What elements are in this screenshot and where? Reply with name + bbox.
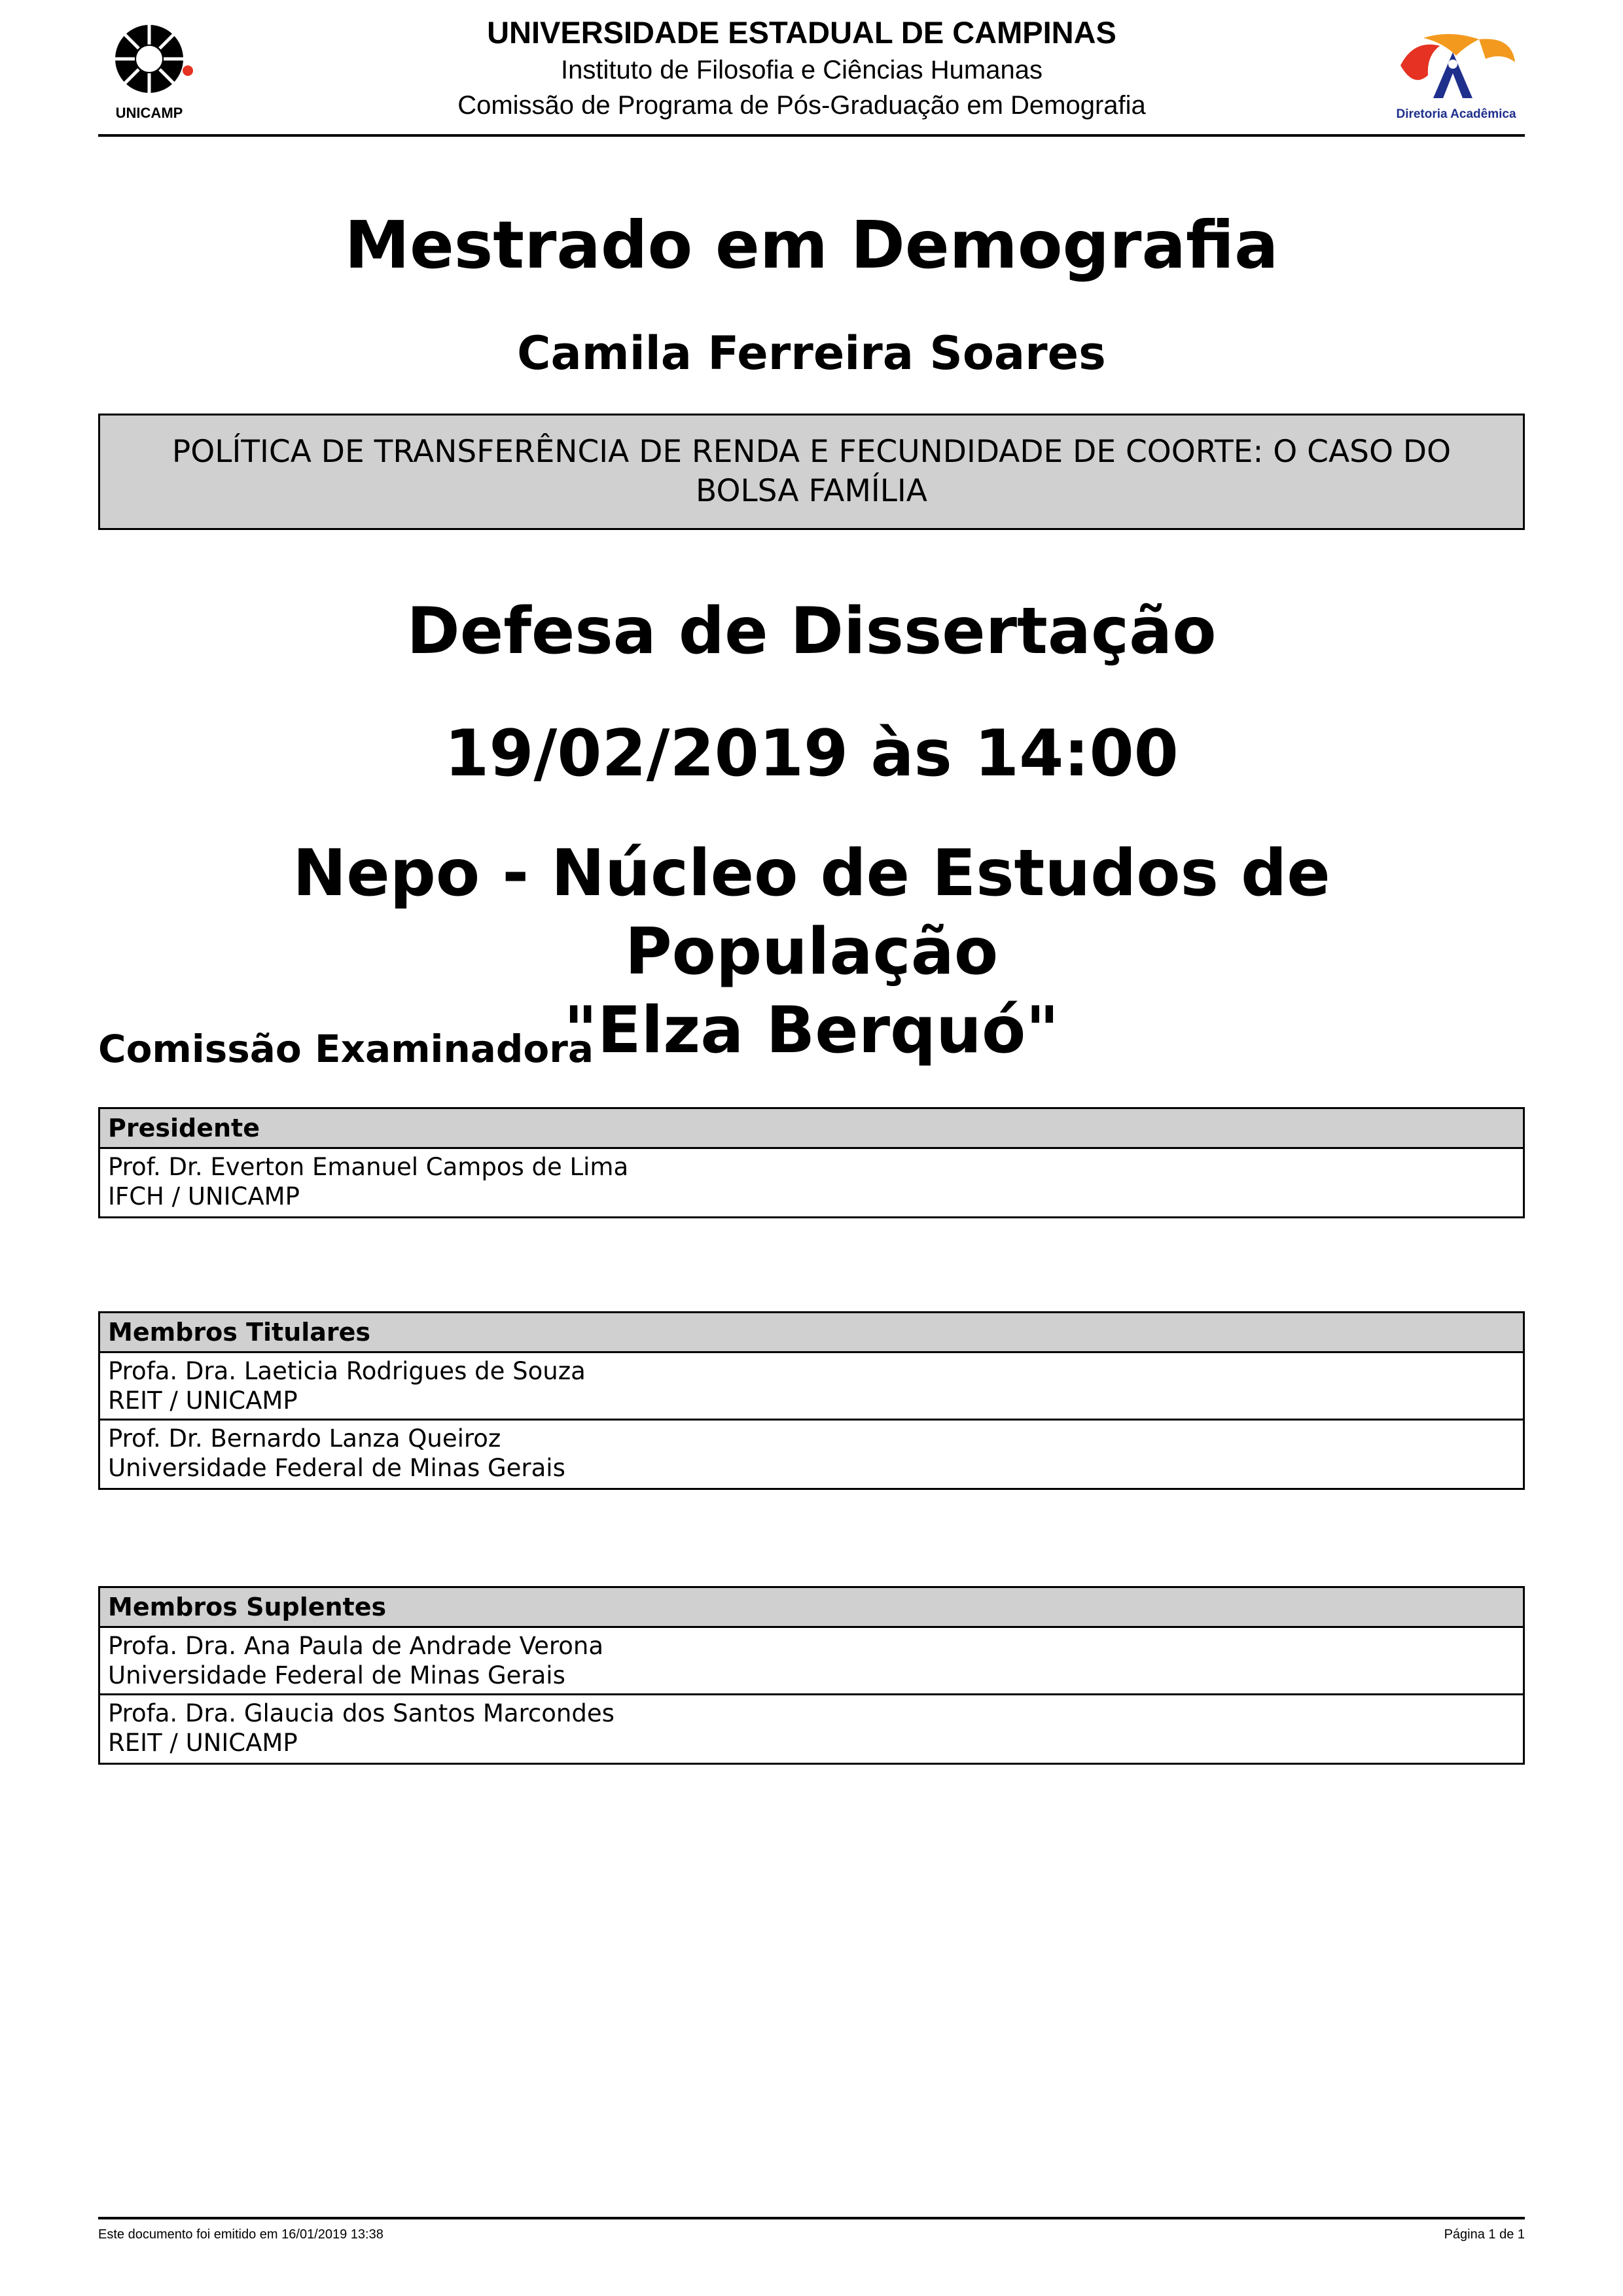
- diretoria-academica-logo: [1387, 26, 1525, 124]
- member-name: Profa. Dra. Glaucia dos Santos Marcondes: [108, 1699, 615, 1727]
- venue-line-2: "Elza Berquó": [563, 993, 1060, 1068]
- table-header: Membros Suplentes: [100, 1588, 1523, 1628]
- footer-divider: [98, 2217, 1525, 2219]
- student-name: Camila Ferreira Soares: [517, 327, 1106, 380]
- venue-line-1: Nepo - Núcleo de Estudos de População: [293, 836, 1330, 989]
- table-header: Membros Titulares: [100, 1313, 1523, 1353]
- presidente-table: [98, 1107, 1525, 1218]
- member-affiliation: Universidade Federal de Minas Gerais: [108, 1454, 565, 1482]
- institute-name: Instituto de Filosofia e Ciências Humanas: [561, 56, 1043, 84]
- member-affiliation: REIT / UNICAMP: [108, 1729, 298, 1757]
- svg-text:Diretoria Acadêmica: Diretoria Acadêmica: [1396, 107, 1516, 121]
- member-affiliation: Universidade Federal de Minas Gerais: [108, 1661, 565, 1689]
- page-number: Página 1 de 1: [1444, 2227, 1525, 2242]
- table-row: [100, 1149, 1523, 1216]
- svg-text:UNICAMP: UNICAMP: [115, 105, 183, 121]
- suplentes-table: [98, 1586, 1525, 1765]
- thesis-title: POLÍTICA DE TRANSFERÊNCIA DE RENDA E FECUNDIDADE DE COORTE: O CASO DO BOLSA FAMÍLIA: [171, 434, 1452, 509]
- event-datetime: 19/02/2019 às 14:00: [444, 716, 1179, 791]
- thesis-title-box: [98, 414, 1525, 530]
- event-type: Defesa de Dissertação: [406, 594, 1217, 669]
- member-name: Profa. Dra. Laeticia Rodrigues de Souza: [108, 1357, 586, 1385]
- commission-name: Comissão de Programa de Pós-Graduação em Demografia: [457, 91, 1146, 120]
- header-text: [229, 13, 1374, 123]
- member-name: Profa. Dra. Ana Paula de Andrade Verona: [108, 1632, 604, 1660]
- program-title: Mestrado em Demografia: [344, 207, 1279, 283]
- member-name: Prof. Dr. Everton Emanuel Campos de Lima: [108, 1153, 629, 1181]
- committee-heading: Comissão Examinadora: [98, 1027, 594, 1071]
- titulares-table: [98, 1311, 1525, 1490]
- table-row: [100, 1421, 1523, 1488]
- table-row: [100, 1353, 1523, 1421]
- member-affiliation: REIT / UNICAMP: [108, 1386, 298, 1415]
- table-row: [100, 1695, 1523, 1763]
- unicamp-logo: [105, 18, 203, 123]
- page-header: [98, 0, 1525, 137]
- member-affiliation: IFCH / UNICAMP: [108, 1182, 300, 1210]
- issued-timestamp: Este documento foi emitido em 16/01/2019 13:38: [98, 2227, 383, 2242]
- university-name: UNIVERSIDADE ESTADUAL DE CAMPINAS: [487, 15, 1116, 50]
- table-row: [100, 1628, 1523, 1695]
- table-header: Presidente: [100, 1109, 1523, 1149]
- member-name: Prof. Dr. Bernardo Lanza Queiroz: [108, 1424, 501, 1453]
